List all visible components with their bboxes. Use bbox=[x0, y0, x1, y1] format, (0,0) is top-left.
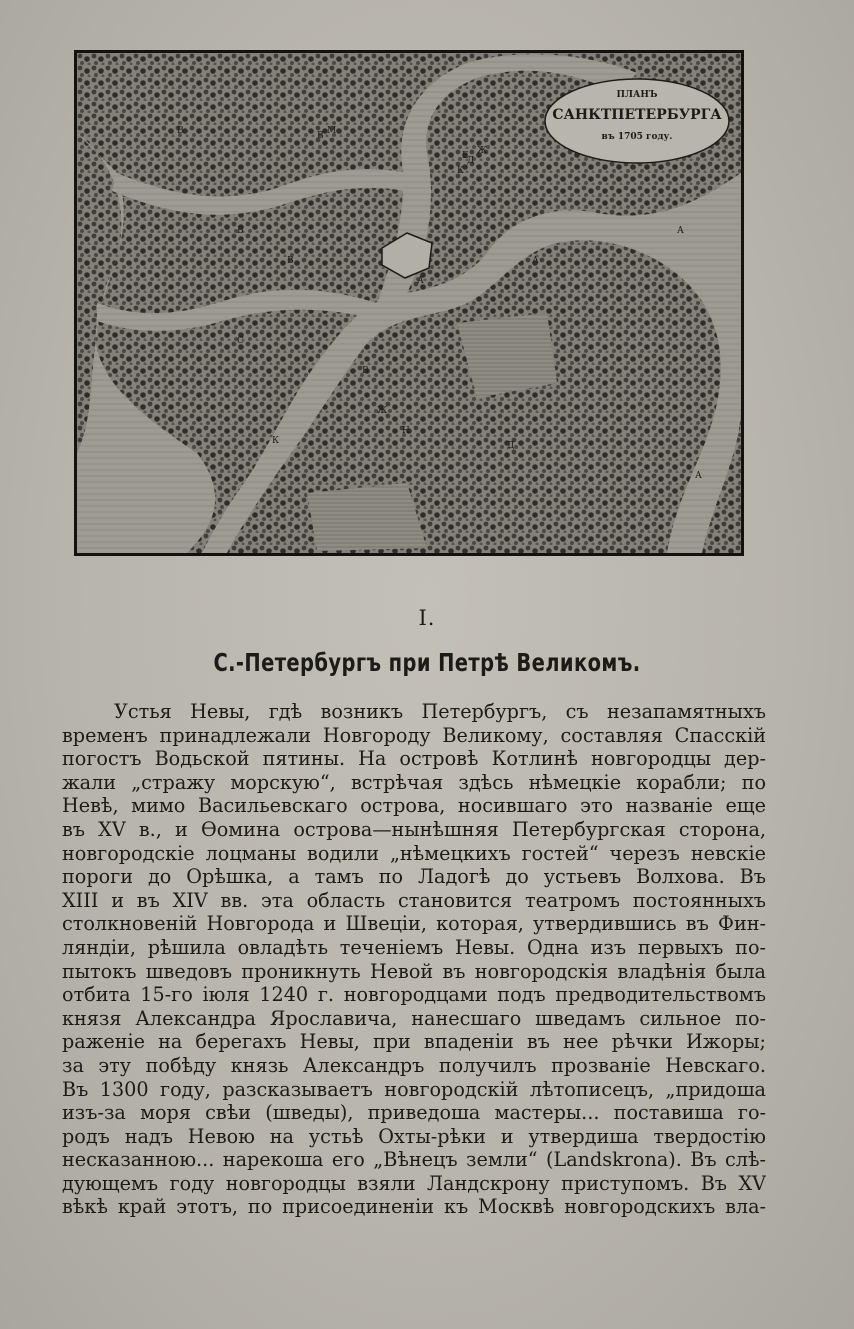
text-line: за эту побѣду князь Александръ получилъ прозваніе Невскаго. bbox=[62, 1053, 766, 1077]
map-letter: К bbox=[457, 166, 464, 176]
map-letter: А bbox=[677, 226, 684, 236]
text-line: вѣкѣ край этотъ, по присоединеніи къ Москвѣ новгородскихъ вла- bbox=[62, 1195, 766, 1219]
map-drawing bbox=[77, 53, 741, 553]
text-line: временъ принадлежали Новгороду Великому, составляя Спасскій bbox=[62, 723, 766, 747]
map-letter: В bbox=[237, 226, 244, 236]
map-letter: А bbox=[417, 276, 424, 286]
map-letter: К bbox=[272, 436, 279, 446]
map-letter: Д bbox=[467, 156, 475, 166]
text-line: изъ-за моря свѣи (шведы), приведоша мастеры... поставиша го- bbox=[62, 1101, 766, 1125]
map-letter: Е bbox=[462, 151, 469, 161]
text-line: Въ 1300 году, разсказываетъ новгородскій лѣтописецъ, „придоша bbox=[62, 1077, 766, 1101]
text-line: раженіе на берегахъ Невы, при впаденіи въ нее рѣчки Ижоры; bbox=[62, 1030, 766, 1054]
map-letter: Ж bbox=[477, 146, 488, 156]
text-line: столкновеній Новгорода и Швеціи, которая, утвердившись въ Фин- bbox=[62, 912, 766, 936]
cartouche-line-1: ПЛАНЪ bbox=[616, 90, 658, 100]
map-letter: Д bbox=[507, 441, 515, 451]
text-line: пороги до Орѣшка, а тамъ по Ладогѣ до устьевъ Волхова. Въ bbox=[62, 865, 766, 889]
text-line: новгородскіе лоцманы водили „нѣмецкихъ гостей“ черезъ невскіе bbox=[62, 841, 766, 865]
chapter-numeral: I. bbox=[418, 606, 436, 630]
map-letter: Н bbox=[402, 426, 410, 436]
map-letter: А bbox=[695, 471, 702, 481]
text-line: несказанною... нарекоша его „Вѣнецъ земли“ (Landskrona). Въ слѣ- bbox=[62, 1148, 766, 1172]
map-letter: Ж bbox=[377, 406, 388, 416]
text-line: отбита 15-го іюля 1240 г. новгородцами подъ предводительствомъ bbox=[62, 983, 766, 1007]
map-letter: В bbox=[362, 366, 369, 376]
text-line: ляндіи, рѣшила овладѣть теченіемъ Невы. Одна изъ первыхъ по- bbox=[62, 935, 766, 959]
text-line: князя Александра Ярославича, нанесшаго шведамъ сильное по- bbox=[62, 1006, 766, 1030]
historical-map-illustration bbox=[74, 50, 744, 556]
map-letter: В bbox=[287, 256, 294, 266]
text-line: погостъ Водьской пятины. На островѣ Котлинѣ новгородцы дер- bbox=[62, 747, 766, 771]
cartouche-line-2: САНКТПЕТЕРБУРГА bbox=[552, 107, 722, 123]
map-letter: А bbox=[532, 256, 539, 266]
text-line: дующемъ году новгородцы взяли Ландскрону приступомъ. Въ XV bbox=[62, 1171, 766, 1195]
cartouche-line-3: въ 1705 году. bbox=[601, 132, 673, 142]
text-line: въ XV в., и Ѳомина острова—нынѣшняя Петербургская сторона, bbox=[62, 817, 766, 841]
map-field-2 bbox=[307, 483, 427, 551]
text-line: Невѣ, мимо Васильевскаго острова, носившаго это названіе еще bbox=[62, 794, 766, 818]
text-line: Устья Невы, гдѣ возникъ Петербургъ, съ незапамятныхъ bbox=[114, 700, 766, 723]
text-line: XIII и въ XIV вв. эта область становится театромъ постоянныхъ bbox=[62, 888, 766, 912]
text-line: жали „стражу морскую“, встрѣчая здѣсь нѣмецкіе корабли; по bbox=[62, 770, 766, 794]
map-letter: В bbox=[177, 126, 184, 136]
map-letter: М bbox=[327, 126, 337, 136]
text-line: пытокъ шведовъ проникнуть Невой въ новгородскія владѣнія была bbox=[62, 959, 766, 983]
text-line: родъ надъ Невою на устьѣ Охты-рѣки и утвердиша твердостію bbox=[62, 1124, 766, 1148]
chapter-title: С.-Петербургъ при Петрѣ Великомъ. bbox=[213, 648, 641, 677]
map-letter: С bbox=[237, 336, 244, 346]
body-text bbox=[62, 700, 766, 1219]
map-letter: В bbox=[317, 131, 324, 141]
